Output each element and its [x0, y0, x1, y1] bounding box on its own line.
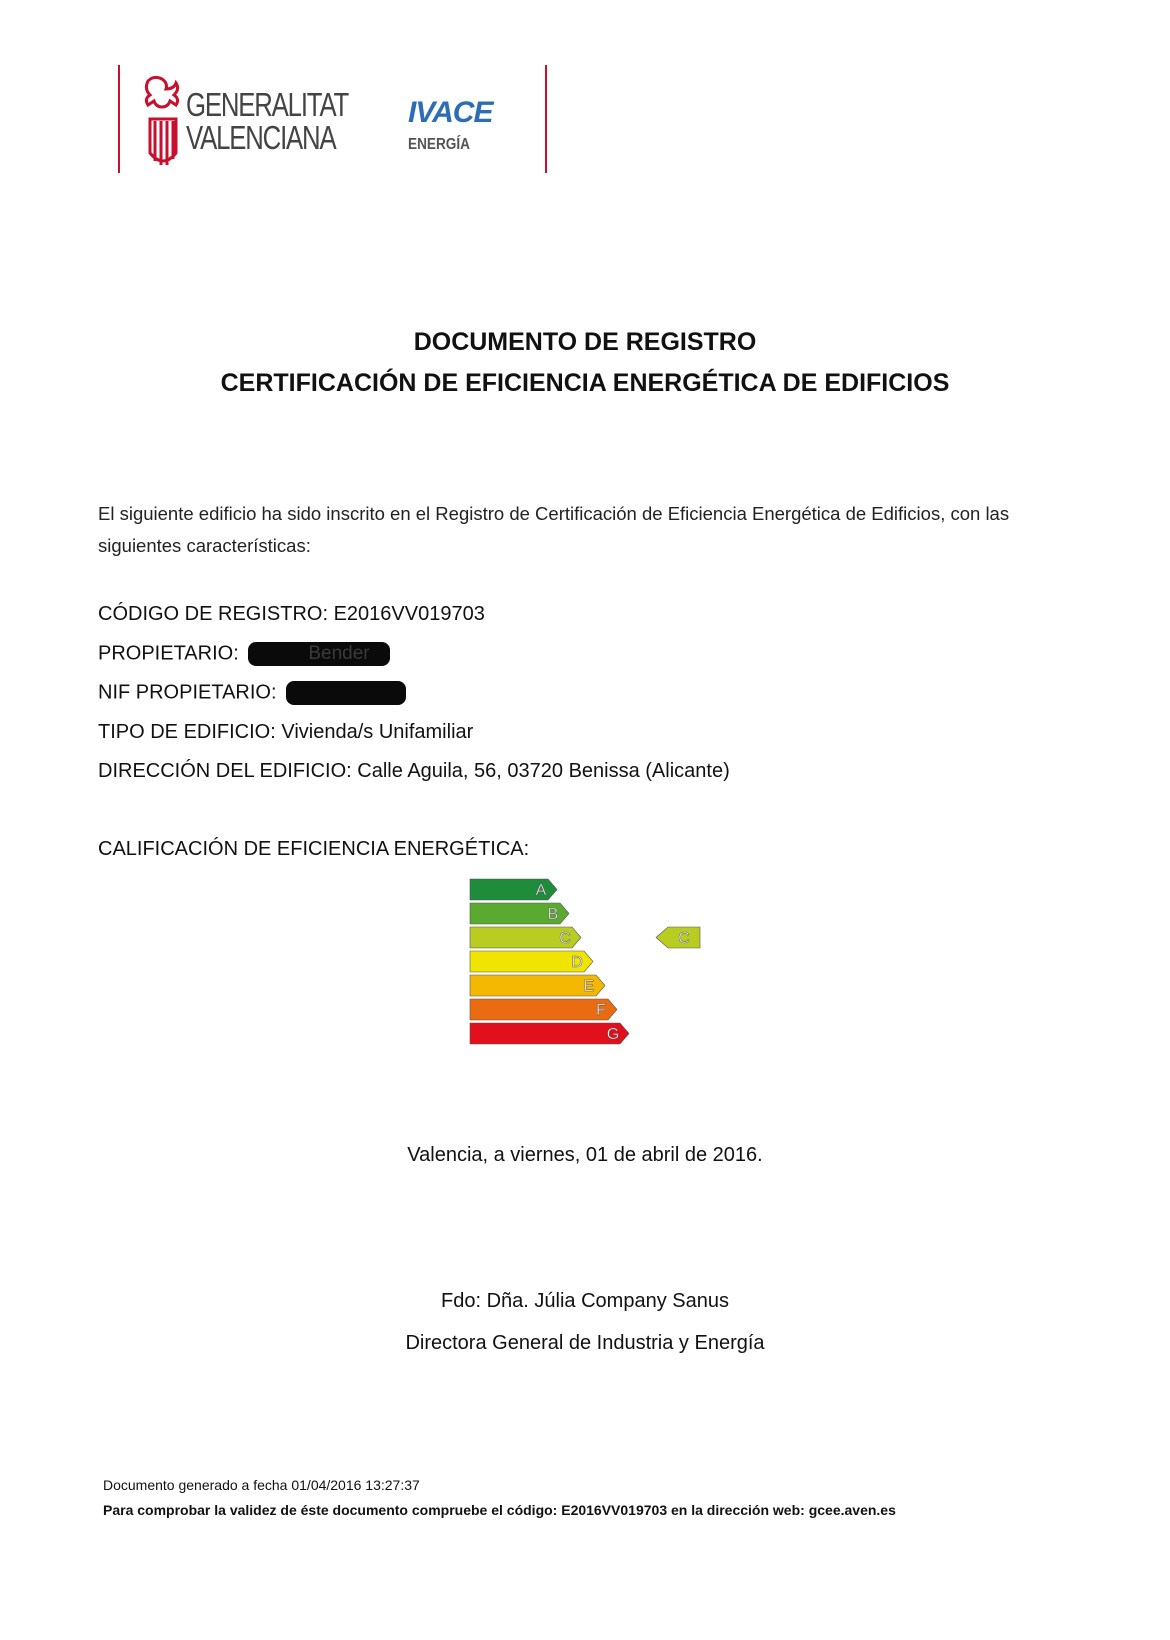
generalitat-line2: VALENCIANA — [186, 119, 336, 156]
tipo-edificio-label: TIPO DE EDIFICIO: — [98, 721, 276, 743]
direccion-row — [98, 760, 730, 783]
codigo-registro-row — [98, 603, 485, 626]
nif-redaction — [286, 681, 406, 705]
energy-letter-f: F — [596, 1002, 606, 1019]
signature-name: Fdo: Dña. Júlia Company Sanus — [441, 1290, 729, 1312]
ivace-text: IVACE — [408, 96, 493, 129]
energy-letter-b: B — [547, 906, 559, 923]
energy-rating-letter: C — [678, 930, 690, 947]
direccion-value: Calle Aguila, 56, 03720 Benissa (Alicante) — [357, 760, 730, 782]
intro-line-2: siguientes características: — [98, 535, 311, 556]
energy-class-b — [470, 903, 569, 924]
energy-letter-g: G — [606, 1026, 620, 1043]
document-subtitle: CERTIFICACIÓN DE EFICIENCIA ENERGÉTICA DE EDIFICIOS — [220, 369, 950, 397]
calificacion-label: CALIFICACIÓN DE EFICIENCIA ENERGÉTICA: — [98, 838, 530, 860]
energy-letter-d: D — [571, 954, 583, 971]
date-line: Valencia, a viernes, 01 de abril de 2016. — [407, 1144, 763, 1166]
energy-class-d — [470, 951, 593, 972]
signature-role: Directora General de Industria y Energía — [405, 1332, 765, 1354]
codigo-registro-label: CÓDIGO DE REGISTRO: — [98, 603, 329, 625]
tipo-edificio-value: Vivienda/s Unifamiliar — [281, 721, 474, 743]
energy-class-a — [470, 879, 557, 900]
energy-letter-a: A — [535, 882, 547, 899]
intro-line-1: El siguiente edificio ha sido inscrito en el Registro de Certificación de Eficiencia Energética de Edificios, con las — [98, 503, 1010, 524]
energy-class-f — [470, 999, 617, 1020]
tipo-edificio-row — [98, 721, 473, 744]
nif-row — [98, 681, 406, 705]
energy-bar-g — [470, 1023, 629, 1044]
energy-class-e — [470, 975, 605, 996]
generated-note: Documento generado a fecha 01/04/2016 13:27:37 — [103, 1477, 420, 1493]
energy-rating-indicator — [656, 927, 700, 948]
propietario-redaction — [248, 642, 390, 666]
ivace-subtitle: ENERGÍA — [408, 136, 470, 153]
propietario-label: PROPIETARIO: — [98, 642, 239, 665]
generalitat-line1: GENERALITAT — [186, 86, 349, 123]
energy-letter-e: E — [583, 978, 595, 995]
codigo-registro-value: E2016VV019703 — [333, 603, 485, 625]
energy-bar-f — [470, 999, 617, 1020]
propietario-row — [98, 642, 390, 666]
energy-rating-scale — [470, 879, 730, 1049]
header-left-rule — [118, 65, 120, 173]
nif-label: NIF PROPIETARIO: — [98, 681, 277, 704]
energy-letter-c: C — [559, 930, 571, 947]
energy-class-c — [470, 927, 581, 948]
propietario-value: Bender — [308, 643, 370, 664]
header-right-rule — [545, 65, 547, 173]
direccion-label: DIRECCIÓN DEL EDIFICIO: — [98, 760, 352, 782]
validation-note: Para comprobar la validez de éste documento compruebe el código: E2016VV019703 en la dirección web: gcee.aven.es — [103, 1502, 896, 1518]
energy-class-g — [470, 1023, 629, 1044]
document-title: DOCUMENTO DE REGISTRO — [413, 328, 757, 356]
